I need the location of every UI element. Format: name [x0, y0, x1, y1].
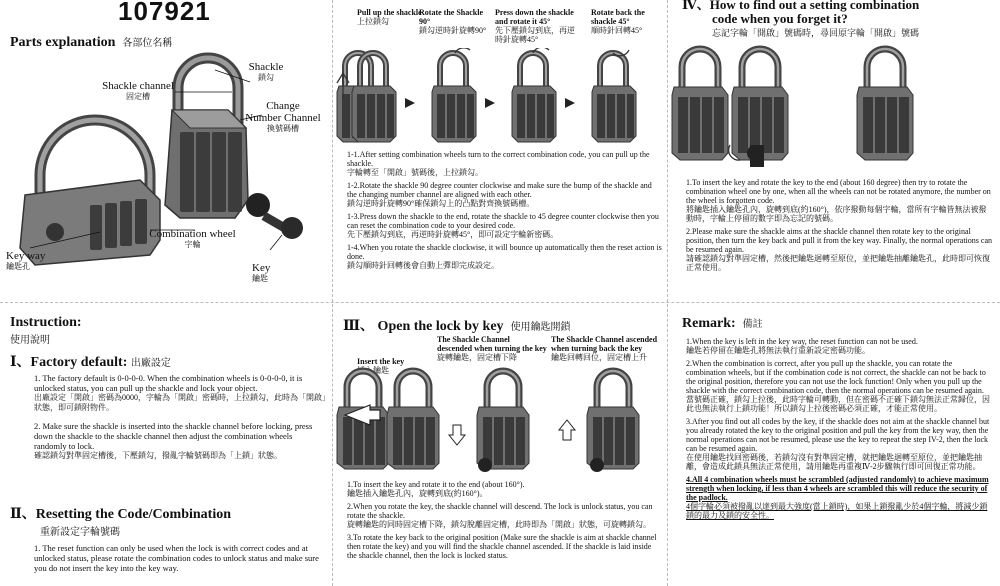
- reset-steps-panel: [335, 0, 665, 300]
- open-step: 2.When you rotate the key, the shackle channel will descend. The lock is unlock status, you can rotate the shackle. 旋轉鑰匙的同時固定槽下降，鎖勾脫離固定槽，此時即為「開啟」狀態，可旋轉鎖勾。: [347, 502, 653, 529]
- step-caption: Pull up the shackle 上拉鎖勾: [357, 8, 422, 26]
- step-caption: Rotate the Shackle 90° 鎖勾逆時針旋轉90°: [419, 8, 487, 35]
- instruction-item: 1. The reset function can only be used when the lock is with correct codes and at unlocked status, please rotate the combination codes to unlock status and make sure you do not insert the key into the key way.: [34, 543, 319, 573]
- model-number: 107921: [118, 0, 211, 26]
- open-by-key-illustration: [335, 365, 665, 475]
- instruction-title: Instruction: 使用說明: [10, 315, 82, 346]
- remark-panel: [670, 305, 1000, 586]
- open-by-key-text: [347, 480, 663, 564]
- open-by-key-panel: [335, 305, 665, 586]
- panel-divider: [0, 302, 1000, 303]
- insert-key-caption: Insert the key 插入鑰匙: [357, 357, 405, 375]
- open-step: 3.To rotate the key back to the original position (Make sure the shackle is aim at shackle channel then rotate the key) and you will find the shackle channel ascended. If the shackle is laid inside the shackle channel, then the lock is locked status.: [347, 533, 657, 560]
- ascended-caption: The Shackle Channel ascended when turning back the key 鑰匙回轉回位，固定槽上升: [551, 335, 658, 362]
- instruction-panel: [0, 305, 330, 586]
- remark-item: 1.When the key is left in the key way, the reset function can not be used. 鑰匙若停留在鑰匙孔將無法執行重新設定密碼功能。: [686, 337, 918, 355]
- change-number-channel-label: Change Number Channel 換號碼槽: [245, 100, 321, 133]
- remark-item: 4.All 4 combination wheels must be scrambled (adjusted randomly) to achieve maximum strength when locking, if less than 4 wheels are scrambled this will reduce the security of the padlock. 4個字輪必須被撥亂以達到最大強度(當上鎖時)，如果上鎖撥亂少於4個字輪，將減少鎖鎖的最力及鎖的安全性。: [686, 475, 989, 520]
- forgot-step: 2.Please make sure the shackle aims at the shackle channel then rotate key to the original position, then turn the key back and pull it from the key way. Finally, the normal operations can be resumed again. 請確認鎖勾對準固定槽，然後把鑰匙迴轉至原位，並把鑰匙抽離鑰匙孔，此時即可恢復正常使用。: [686, 227, 992, 272]
- combination-wheel-label: Combination wheel 字輪: [149, 228, 236, 249]
- forgot-code-illustration: [670, 45, 1000, 170]
- reset-steps-illustration: [335, 48, 665, 148]
- step-caption: Rotate back the shackle 45° 順時針回轉45°: [591, 8, 645, 35]
- open-by-key-title: Ⅲ、 Open the lock by key 使用鑰匙開鎖: [343, 319, 571, 334]
- remark-text: [686, 337, 994, 524]
- open-step: 1.To insert the key and rotate it to the end (about 160°). 鑰匙插入鑰匙孔內，旋轉到底(約160°)。: [347, 480, 525, 498]
- remark-item: 3.After you find out all codes by the key, if the shackle does not aim at the shackle channel but you already rotated the key to the original position and pull the key from the key way, then the normal operations can not be resumed, please use the key to repeat the step IV-2, then the lock can be resumed again. 在使用鑰匙找回密碼後，若鎖勾沒有對準固定槽，就把鑰匙迴轉至原位，並把鑰匙抽離，會造成此鎖具無法正常使用，請用鑰匙再重複Ⅳ-2步驟執行即可回復正常功能。: [686, 417, 990, 471]
- descended-caption: The Shackle Channel descended when turning the key 旋轉鑰匙，固定槽下降: [437, 335, 547, 362]
- reset-step: 1-4.When you rotate the shackle clockwise, it will bounce up automatically then the reset action is done. 鎖勾順時針回轉後會自動上彈即完成設定。: [347, 243, 662, 270]
- shackle-label: Shackle 鎖勾: [248, 61, 284, 82]
- forgot-step: 1.To insert the key and rotate the key to the end (about 160 degree) then try to rotate the combination wheel one by one, when all the wheels can not be rotated anymore, the number on the wheel is forgotten code. 將鑰匙插入鑰匙孔內，旋轉到底(約160°)，依序撥動每個字輪，當所有字輪皆無法被撥動時，字輪上停留的數字即為忘記的號碼。: [686, 178, 991, 223]
- key-way-label: Key way 鑰匙孔: [6, 250, 46, 271]
- parts-title: Parts explanation 各部位名稱: [10, 35, 173, 50]
- reset-step: 1-2.Rotate the shackle 90 degree counter clockwise and make sure the bump of the shackle and the changing number channel are aligned with each other. 鎖勾逆時針旋轉90°確保鎖勾上的凸點對齊換號碼槽。: [347, 181, 652, 208]
- reset-step: 1-3.Press down the shackle to the end, rotate the shackle to 45 degree counter clockwise then you can reset the combination code to your desired code. 先下壓鎖勾到底，再逆時針旋轉45°，即可設定字輪新密碼。: [347, 212, 659, 239]
- forgot-code-text: [686, 178, 992, 276]
- key-label: Key 鑰匙: [252, 262, 271, 283]
- instruction-item: 1. The factory default is 0-0-0-0. When the combination wheels is 0-0-0-0, it is unlocked status, you can pull up the shackle and lock your object. 出廠設定「開啟」密碼為0000，字輪為「開啟」密碼時，上拉鎖勾，此時為「開啟」狀態，即可鎖附物件。: [34, 373, 326, 412]
- step-caption: Press down the shackle and rotate it 45° 先下壓鎖勾到底，再逆時針旋轉45°: [495, 8, 575, 44]
- forgot-title: Ⅳ、How to find out a setting combination code when you forget it? 忘記字輪「開啟」號碼時，尋回原字輪「開啟」號碼: [682, 0, 920, 38]
- panel-divider: [332, 0, 333, 586]
- reset-code-title: Ⅱ、Resetting the Code/Combination 重新設定字輪號碼: [10, 507, 232, 538]
- instruction-item: 2. Make sure the shackle is inserted into the shackle channel before locking, press down the shackle to the shackle channel then adjust the combination wheels randomly to lock. 確認鎖勾對準固定槽後，下壓鎖勾，撥亂字輪號碼即為「上鎖」狀態。: [34, 421, 313, 460]
- remark-item: 2.When the combination is correct, after you pull up the shackle, you can rotate the combination wheels, but if the combination code is not correct, the shackle can not be back to the original position, therefore you can not use the lock function! Only when you pull up the shackle with the correct combination code, then the normal operations can be resumed again. 當號碼正確，鎖勾上拉後，此時字輪可轉動，但在密碼不正確下鎖勾無法正常歸位，因此也無法執行上鎖功能！所以鎖勾上拉後密碼必須正確，才能正常使用。: [686, 359, 990, 413]
- panel-divider: [667, 0, 668, 586]
- factory-default-text: [34, 373, 326, 465]
- reset-step: 1-1.After setting combination wheels turn to the correct combination code, you can pull up the shackle. 字輪轉至「開啟」號碼後，上拉鎖勾。: [347, 150, 650, 177]
- factory-default-title: Ⅰ、Factory default: 出廠設定: [10, 355, 171, 370]
- reset-steps-text: [347, 150, 663, 274]
- reset-code-text: [34, 543, 326, 577]
- forgot-code-panel: [670, 0, 1000, 300]
- parts-panel: [0, 0, 330, 300]
- shackle-channel-label: Shackle channel 固定槽: [102, 80, 174, 101]
- remark-title: Remark: 備註: [682, 316, 763, 331]
